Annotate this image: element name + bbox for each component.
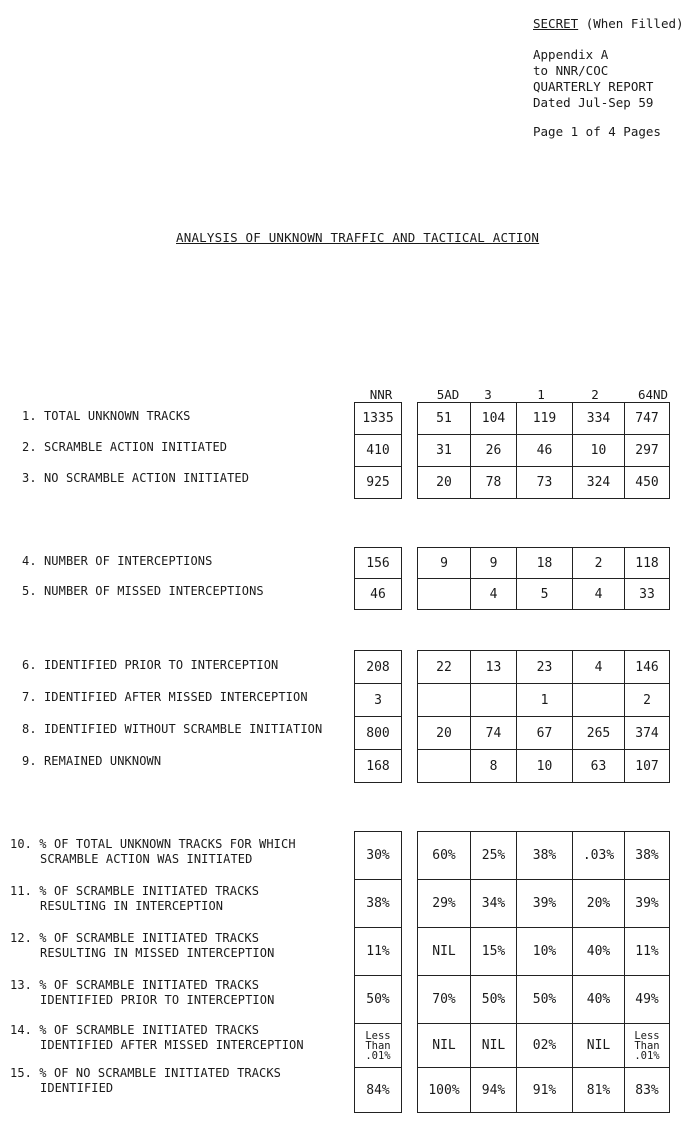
nnr-value-cell: 208 [355,651,402,684]
region-value-cell-1: 73 [517,467,573,499]
region-value-cell-3: 34% [471,880,517,928]
table-row [418,832,670,880]
row-label-line: 12. % OF SCRAMBLE INITIATED TRACKS [10,930,260,945]
table-row [355,832,402,880]
region-value-cell-5ad: 22 [418,651,471,684]
nnr-value-cell: 156 [355,548,402,579]
table-row [355,403,402,435]
row-label-line: IDENTIFIED AFTER MISSED INTERCEPTION [40,1037,304,1052]
region-value-cell-2: .03% [573,832,625,880]
region-value-cell-64nd: 49% [625,976,670,1024]
table-row [355,684,402,717]
region-value-cell-3: 13 [471,651,517,684]
table-row [418,880,670,928]
row-label-line: 1. TOTAL UNKNOWN TRACKS [22,409,191,423]
region-value-cell-3: 25% [471,832,517,880]
region-value-cell-5ad: 60% [418,832,471,880]
row-label [10,1023,304,1053]
region-value-cell-64nd: 146 [625,651,670,684]
table-row [418,403,670,435]
table-row [355,548,402,579]
region-value-cell-64nd: 2 [625,684,670,717]
classification-line [533,16,684,32]
region-value-cell-5ad [418,684,471,717]
region-value-cell-5ad [418,750,471,783]
region-value-cell-2: 63 [573,750,625,783]
table-row [355,579,402,610]
region-table [417,547,670,610]
table-row [418,717,670,750]
region-value-cell-64nd: 450 [625,467,670,499]
region-value-cell-3: 15% [471,928,517,976]
table-row [418,467,670,499]
table-row [418,684,670,717]
region-value-cell-5ad: 51 [418,403,471,435]
region-value-cell-5ad: NIL [418,1024,471,1068]
region-table [417,831,670,1113]
row-label-line: 9. REMAINED UNKNOWN [22,753,162,768]
nnr-value-cell: 410 [355,435,402,467]
nnr-value-cell: 84% [355,1068,402,1113]
row-label-line: RESULTING IN MISSED INTERCEPTION [40,945,275,960]
region-value-cell-5ad: 70% [418,976,471,1024]
region-value-cell-1: 67 [517,717,573,750]
page-number: Page 1 of 4 Pages [533,124,661,139]
row-label-line: 13. % OF SCRAMBLE INITIATED TRACKS [10,977,260,992]
region-value-cell-1: 91% [517,1068,573,1113]
column-header-1: 1 [537,387,545,402]
row-label [10,931,274,961]
region-value-cell-5ad: 100% [418,1068,471,1113]
nnr-table [354,547,402,610]
region-value-cell-64nd: 38% [625,832,670,880]
row-label-line: 8. IDENTIFIED WITHOUT SCRAMBLE INITIATION [22,721,323,736]
row-label [22,658,278,673]
region-value-cell-2: 334 [573,403,625,435]
table-row [418,928,670,976]
column-header-64nd: 64ND [637,387,669,402]
region-value-cell-2: 4 [573,579,625,610]
nnr-value-cell: 3 [355,684,402,717]
region-value-cell-2: 40% [573,928,625,976]
table-row [355,651,402,684]
region-value-cell-3: 78 [471,467,517,499]
region-value-cell-5ad: 20 [418,467,471,499]
row-label [22,722,322,737]
region-value-cell-3: 94% [471,1068,517,1113]
classification: SECRET [533,16,579,31]
region-value-cell-3: 104 [471,403,517,435]
classification-note: (When Filled) [585,16,684,31]
row-label-line: 15. % OF NO SCRAMBLE INITIATED TRACKS [10,1066,282,1080]
page-title: ANALYSIS OF UNKNOWN TRAFFIC AND TACTICAL ACTION [176,230,540,245]
region-value-cell-5ad: 20 [418,717,471,750]
region-value-cell-2: 265 [573,717,625,750]
region-value-cell-1: 18 [517,548,573,579]
row-label-line: 7. IDENTIFIED AFTER MISSED INTERCEPTION [22,689,308,704]
table-row [355,467,402,499]
table-row [355,750,402,783]
row-label-line: IDENTIFIED PRIOR TO INTERCEPTION [40,992,275,1007]
region-value-cell-1: 02% [517,1024,573,1068]
header-line: Dated Jul-Sep 59 [533,95,654,110]
region-value-cell-1: 10% [517,928,573,976]
header-line: to NNR/COC [533,63,609,78]
table-row [355,976,402,1024]
column-header-5ad: 5AD [436,387,460,402]
region-value-cell-3: NIL [471,1024,517,1068]
region-value-cell-2: 40% [573,976,625,1024]
nnr-value-cell: 38% [355,880,402,928]
table-row [418,976,670,1024]
region-value-cell-1: 119 [517,403,573,435]
table-row [355,880,402,928]
region-value-cell-64nd: 747 [625,403,670,435]
row-label-line: RESULTING IN INTERCEPTION [40,898,224,913]
region-value-cell-64nd: 118 [625,548,670,579]
region-value-cell-2: 324 [573,467,625,499]
column-header-nnr: NNR [369,387,393,402]
row-label [22,471,249,486]
region-value-cell-64nd: 107 [625,750,670,783]
row-label-line: 3. NO SCRAMBLE ACTION INITIATED [22,471,250,485]
table-row [418,750,670,783]
row-label-line: IDENTIFIED [40,1081,114,1095]
region-value-cell-3 [471,684,517,717]
region-value-cell-2: 10 [573,435,625,467]
row-label-line: 4. NUMBER OF INTERCEPTIONS [22,553,213,568]
nnr-value-cell: Less Than .01% [355,1024,402,1068]
table-row [355,928,402,976]
row-label-line: 10. % OF TOTAL UNKNOWN TRACKS FOR WHICH [10,836,296,851]
table-row [355,435,402,467]
region-value-cell-5ad [418,579,471,610]
region-value-cell-5ad: 9 [418,548,471,579]
region-value-cell-2: NIL [573,1024,625,1068]
nnr-table [354,650,402,783]
column-header-2: 2 [591,387,599,402]
region-value-cell-2 [573,684,625,717]
region-value-cell-2: 2 [573,548,625,579]
region-value-cell-64nd: 374 [625,717,670,750]
region-value-cell-1: 46 [517,435,573,467]
header-line: QUARTERLY REPORT [533,79,654,94]
row-label-line: 6. IDENTIFIED PRIOR TO INTERCEPTION [22,657,279,672]
region-value-cell-1: 39% [517,880,573,928]
region-value-cell-64nd: 33 [625,579,670,610]
region-value-cell-1: 50% [517,976,573,1024]
row-label [22,409,190,424]
row-label [22,690,308,705]
nnr-value-cell: 50% [355,976,402,1024]
header-info [533,47,653,111]
region-value-cell-3: 9 [471,548,517,579]
row-label-line: 5. NUMBER OF MISSED INTERCEPTIONS [22,583,264,598]
column-header-3: 3 [484,387,492,402]
region-value-cell-64nd: 11% [625,928,670,976]
table-row [418,1068,670,1113]
nnr-value-cell: 1335 [355,403,402,435]
region-value-cell-64nd: 39% [625,880,670,928]
row-label [22,754,161,769]
region-value-cell-2: 20% [573,880,625,928]
row-label [10,884,259,914]
region-value-cell-1: 23 [517,651,573,684]
header-line: Appendix A [533,47,609,62]
region-value-cell-1: 10 [517,750,573,783]
table-row [418,1024,670,1068]
region-value-cell-3: 74 [471,717,517,750]
row-label [10,978,274,1008]
region-value-cell-64nd: Less Than .01% [625,1024,670,1068]
nnr-value-cell: 800 [355,717,402,750]
region-value-cell-64nd: 83% [625,1068,670,1113]
region-value-cell-1: 5 [517,579,573,610]
table-row [418,651,670,684]
row-label [10,1066,281,1096]
table-row [418,435,670,467]
region-value-cell-3: 26 [471,435,517,467]
nnr-value-cell: 11% [355,928,402,976]
region-value-cell-3: 4 [471,579,517,610]
region-table [417,402,670,499]
region-value-cell-1: 38% [517,832,573,880]
nnr-table [354,402,402,499]
region-value-cell-3: 50% [471,976,517,1024]
table-row [355,717,402,750]
row-label-line: 2. SCRAMBLE ACTION INITIATED [22,440,228,454]
row-label [22,440,227,455]
nnr-value-cell: 925 [355,467,402,499]
row-label [22,584,264,599]
region-value-cell-5ad: 29% [418,880,471,928]
nnr-value-cell: 168 [355,750,402,783]
region-value-cell-1: 1 [517,684,573,717]
nnr-table [354,831,402,1113]
region-value-cell-2: 4 [573,651,625,684]
table-row [355,1024,402,1068]
table-row [418,548,670,579]
row-label-line: 14. % OF SCRAMBLE INITIATED TRACKS [10,1022,260,1037]
region-value-cell-3: 8 [471,750,517,783]
region-value-cell-5ad: 31 [418,435,471,467]
table-row [418,579,670,610]
row-label [10,837,296,867]
region-table [417,650,670,783]
region-value-cell-2: 81% [573,1068,625,1113]
row-label-line: 11. % OF SCRAMBLE INITIATED TRACKS [10,883,260,898]
region-value-cell-64nd: 297 [625,435,670,467]
row-label [22,554,212,569]
row-label-line: SCRAMBLE ACTION WAS INITIATED [40,851,253,866]
nnr-value-cell: 30% [355,832,402,880]
nnr-value-cell: 46 [355,579,402,610]
table-row [355,1068,402,1113]
region-value-cell-5ad: NIL [418,928,471,976]
